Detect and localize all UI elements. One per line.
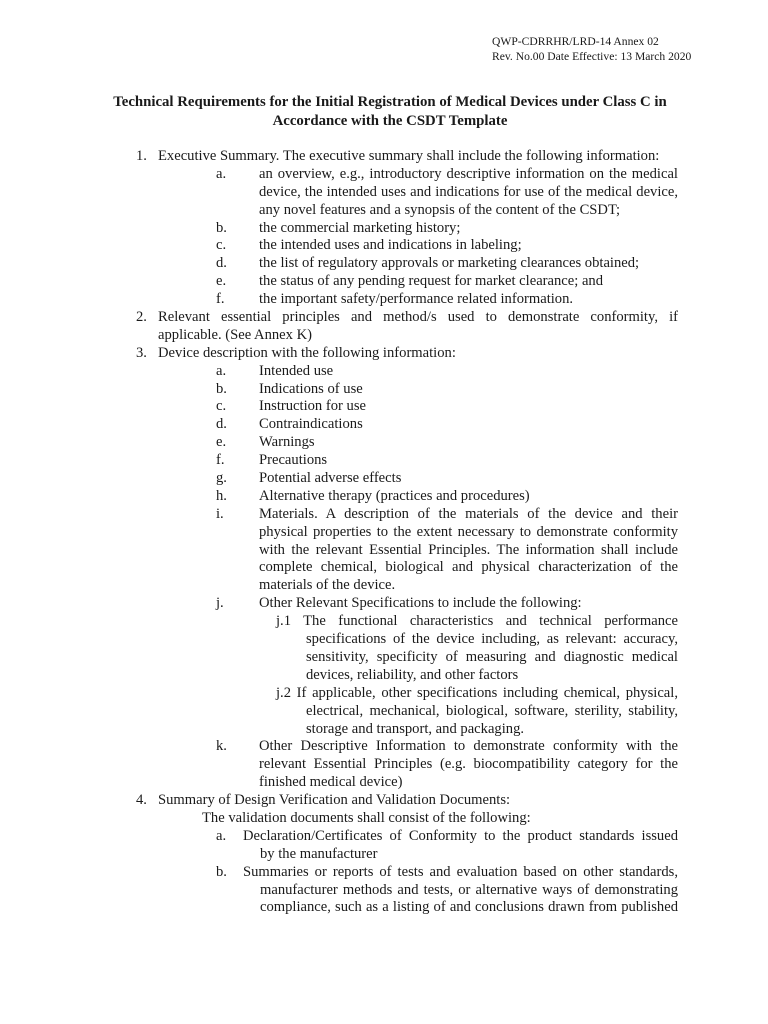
list-item (0, 685, 768, 703)
list-item (0, 559, 768, 577)
list-item (0, 899, 768, 917)
item-letter: f. (216, 291, 225, 308)
list-item (0, 738, 768, 756)
item-text: Alternative therapy (practices and procedures) (259, 487, 530, 504)
item-text: Indications of use (259, 380, 363, 397)
document-header (492, 34, 691, 64)
document-title (90, 93, 690, 130)
item-letter: c. (216, 237, 227, 254)
item-letter: c. (216, 398, 227, 415)
list-item (0, 613, 768, 631)
subitem-text: specifications of the device including, as relevant: accuracy, (306, 631, 678, 648)
item-letter: a. (216, 362, 227, 379)
list-item (0, 470, 768, 488)
list-item (0, 434, 768, 452)
item-text: Other Relevant Specifications to include the following: (259, 595, 582, 612)
item-text: Device description with the following information: (158, 344, 456, 361)
list-item (0, 595, 768, 613)
item-text: compliance, such as a listing of and conclusions drawn from published (260, 899, 678, 916)
list-item (0, 774, 768, 792)
item-text: device, the intended uses and indications for use of the medical device, (259, 183, 678, 200)
item-text: by the manufacturer (260, 845, 378, 862)
list-item (0, 506, 768, 524)
list-item (0, 220, 768, 238)
list-item (0, 416, 768, 434)
item-text: with the relevant Essential Principles. The information shall include (259, 541, 678, 558)
item-text: The validation documents shall consist of the following: (202, 809, 531, 826)
item-text: applicable. (See Annex K) (158, 326, 312, 343)
item-text: relevant Essential Principles (e.g. biocompatibility category for the (259, 756, 678, 773)
list-item (0, 792, 768, 810)
list-item (0, 166, 768, 184)
subitem-text: electrical, mechanical, biological, software, sterility, stability, (306, 702, 678, 719)
item-text: the list of regulatory approvals or marketing clearances obtained; (259, 255, 640, 272)
item-text: the important safety/performance related information. (259, 291, 574, 308)
list-item (0, 202, 768, 220)
list-item (0, 542, 768, 560)
item-text: Summaries or reports of tests and evaluation based on other standards, (243, 863, 678, 880)
subitem-text: sensitivity, specificity of measuring and diagnostic medical (306, 648, 678, 665)
item-text: the commercial marketing history; (259, 219, 461, 236)
list-item (0, 703, 768, 721)
list-item (0, 237, 768, 255)
list-item (0, 345, 768, 363)
item-letter: e. (216, 434, 227, 451)
list-item (0, 846, 768, 864)
list-item (0, 649, 768, 667)
item-text: Relevant essential principles and method/s used to demonstrate conformity, if (158, 309, 678, 326)
item-letter: d. (216, 255, 227, 272)
list-item (0, 291, 768, 309)
list-item (0, 148, 768, 166)
list-item (0, 255, 768, 273)
item-text: the intended uses and indications in labeling; (259, 237, 522, 254)
subitem-text: devices, reliability, and other factors (306, 666, 519, 683)
revision-info: Rev. No.00 Date Effective: 13 March 2020 (492, 50, 692, 63)
item-letter: b. (216, 863, 227, 880)
item-text: complete chemical, biological and physical characterization of the (259, 559, 678, 576)
item-text: materials of the device. (259, 577, 396, 594)
item-text: manufacturer methods and tests, or alternative ways of demonstrating (260, 881, 678, 898)
item-text: Potential adverse effects (259, 470, 402, 487)
item-number: 3. (136, 344, 147, 361)
item-text: Instruction for use (259, 398, 366, 415)
item-text: physical properties to the extent necessary to demonstrate conformity (259, 523, 678, 540)
title-line-1: Technical Requirements for the Initial Registration of Medical Devices under Class C in (113, 94, 667, 110)
item-letter: a. (216, 165, 227, 182)
list-item (0, 667, 768, 685)
subitem-text: j.2 If applicable, other specifications including chemical, physical, (276, 684, 678, 701)
item-letter: b. (216, 380, 227, 397)
item-text: Summary of Design Verification and Validation Documents: (158, 792, 511, 809)
title-line-2: Accordance with the CSDT Template (272, 112, 508, 129)
item-number: 1. (136, 148, 147, 164)
item-number: 4. (136, 792, 147, 809)
item-letter: j. (216, 595, 224, 612)
document-body (0, 148, 768, 917)
document-code: QWP-CDRRHR/LRD-14 Annex 02 (492, 35, 659, 48)
item-text: an overview, e.g., introductory descriptive information on the medical (259, 165, 678, 182)
list-item (0, 381, 768, 399)
list-item (0, 488, 768, 506)
list-item (0, 524, 768, 542)
item-letter: b. (216, 219, 227, 236)
item-text: Materials. A description of the materials of the device and their (259, 505, 678, 522)
list-item (0, 398, 768, 416)
list-item (0, 184, 768, 202)
list-item (0, 631, 768, 649)
item-text: Declaration/Certificates of Conformity to the product standards issued (243, 827, 678, 844)
item-letter: a. (216, 827, 227, 844)
item-text: any novel features and a synopsis of the content of the CSDT; (259, 201, 621, 218)
list-item (0, 309, 768, 327)
item-text: finished medical device) (259, 774, 403, 791)
subitem-text: j.1 The functional characteristics and technical performance (276, 613, 678, 630)
subitem-text: storage and transport, and packaging. (306, 720, 525, 737)
list-item (0, 864, 768, 882)
item-text: Executive Summary. The executive summary shall include the following information: (158, 148, 660, 164)
item-letter: e. (216, 273, 227, 290)
list-item (0, 577, 768, 595)
item-text: the status of any pending request for market clearance; and (259, 273, 604, 290)
list-item (0, 721, 768, 739)
item-letter: h. (216, 487, 227, 504)
list-item (0, 828, 768, 846)
item-text: Precautions (259, 452, 328, 469)
item-letter: k. (216, 738, 227, 755)
list-item (0, 327, 768, 345)
item-letter: g. (216, 470, 227, 487)
item-number: 2. (136, 309, 147, 326)
list-item (0, 882, 768, 900)
list-item (0, 756, 768, 774)
item-text: Contraindications (259, 416, 363, 433)
item-letter: f. (216, 452, 225, 469)
item-text: Intended use (259, 362, 334, 379)
item-text: Other Descriptive Information to demonstrate conformity with the (259, 738, 678, 755)
item-text: Warnings (259, 434, 315, 451)
item-letter: d. (216, 416, 227, 433)
item-letter: i. (216, 505, 224, 522)
list-item (0, 810, 768, 828)
list-item (0, 363, 768, 381)
list-item (0, 452, 768, 470)
list-item (0, 273, 768, 291)
